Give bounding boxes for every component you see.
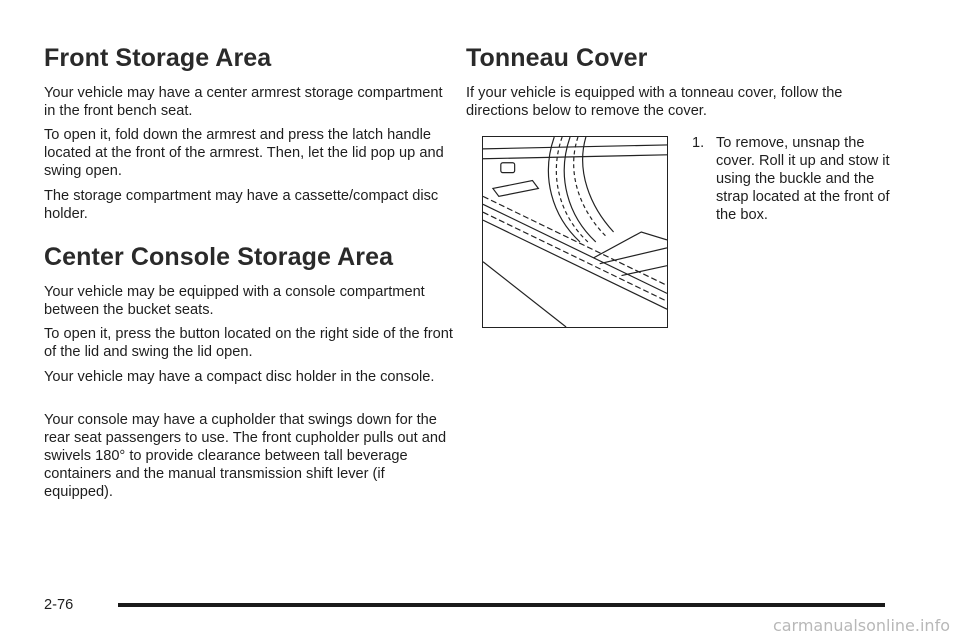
tonneau-intro-paragraph: If your vehicle is equipped with a tonneau cover, follow the directions below to remove the cover.	[466, 85, 843, 119]
tonneau-cover-heading: Tonneau Cover	[466, 44, 648, 72]
center-console-paragraph-2: To open it, press the button located on the right side of the front of the lid and swing the lid open.	[44, 326, 453, 360]
tonneau-cover-illustration	[482, 136, 668, 328]
center-console-paragraph-3: Your vehicle may have a compact disc holder in the console.	[44, 369, 435, 385]
page-number: 2-76	[44, 597, 74, 613]
center-console-heading: Center Console Storage Area	[44, 243, 394, 271]
front-storage-heading: Front Storage Area	[44, 44, 272, 72]
tonneau-line-drawing	[483, 137, 667, 327]
front-storage-paragraph-2: To open it, fold down the armrest and press the latch handle located at the front of the armrest. Then, let the lid pop up and swing open.	[44, 127, 444, 179]
center-console-paragraph-4: Your console may have a cupholder that swings down for the rear seat passengers to use. The front cupholder pulls out and swivels 180° to provide clearance between tall beverage containers and the manual transmission shift lever (if equipped).	[44, 412, 447, 500]
front-storage-paragraph-1: Your vehicle may have a center armrest storage compartment in the front bench seat.	[44, 85, 443, 119]
step-number: 1.	[692, 135, 705, 151]
step-text: To remove, unsnap the cover. Roll it up and stow it using the buckle and the strap located at the front of the box.	[716, 135, 890, 223]
footer-rule	[118, 603, 885, 607]
center-console-paragraph-1: Your vehicle may be equipped with a console compartment between the bucket seats.	[44, 284, 425, 318]
front-storage-paragraph-3: The storage compartment may have a cassette/compact disc holder.	[44, 188, 439, 222]
footer-watermark: carmanualsonline.info	[772, 616, 950, 635]
